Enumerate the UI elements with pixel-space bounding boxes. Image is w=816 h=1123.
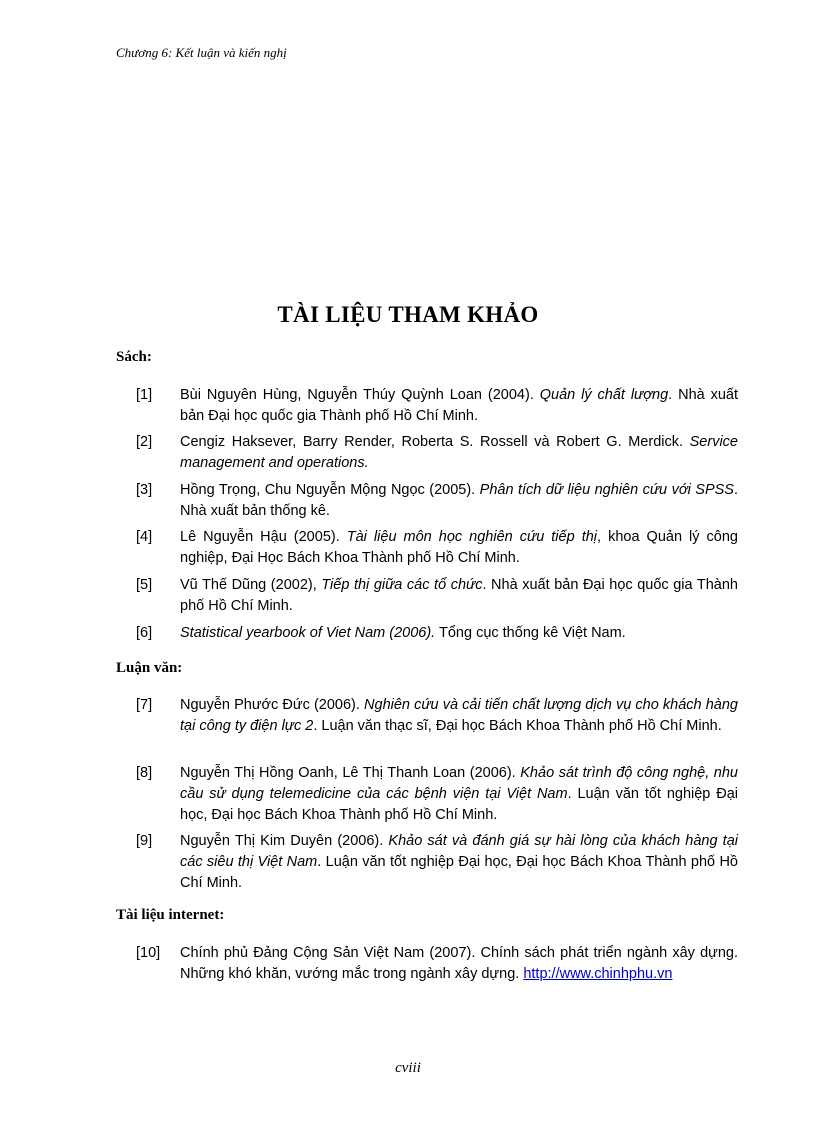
reference-number: [8]: [136, 765, 153, 781]
section-heading-books: Sách:: [116, 349, 152, 365]
reference-number: [4]: [136, 529, 153, 545]
reference-item: [136, 831, 738, 894]
reference-number: [10]: [136, 945, 161, 961]
reference-text: Chính phủ Đảng Cộng Sản Việt Nam (2007). Chính sách phát triển ngành xây dựng. Những khó khăn, vướng mắc trong ngành xây dựng. http://www.chinhphu.vn: [180, 945, 738, 982]
reference-item: [136, 763, 738, 826]
reference-text: Hồng Trọng, Chu Nguyễn Mộng Ngọc (2005). Phân tích dữ liệu nghiên cứu với SPSS. Nhà xuất bản thống kê.: [180, 482, 738, 519]
reference-number: [9]: [136, 833, 153, 849]
reference-number: [6]: [136, 625, 153, 641]
reference-item: [136, 527, 738, 569]
reference-text: Vũ Thế Dũng (2002), Tiếp thị giữa các tổ chức. Nhà xuất bản Đại học quốc gia Thành phố Hồ Chí Minh.: [180, 577, 738, 614]
page-title: TÀI LIỆU THAM KHẢO: [277, 302, 539, 327]
reference-text: Cengiz Haksever, Barry Render, Roberta S. Rossell và Robert G. Merdick. Service management and operations.: [180, 434, 738, 471]
reference-item: [136, 385, 738, 427]
section-heading-internet: Tài liệu internet:: [116, 907, 225, 923]
reference-item: [136, 432, 738, 474]
reference-link[interactable]: http://www.chinhphu.vn: [523, 966, 673, 982]
reference-text: Nguyễn Thị Hồng Oanh, Lê Thị Thanh Loan (2006). Khảo sát trình độ công nghệ, nhu cầu sử dụng telemedicine của các bệnh viện tại Việt Nam. Luận văn tốt nghiệp Đại học, Đại học Bách Khoa Thành phố Hồ Chí Minh.: [180, 765, 738, 823]
reference-text: Nguyễn Thị Kim Duyên (2006). Khảo sát và đánh giá sự hài lòng của khách hàng tại các siêu thị Việt Nam. Luận văn tốt nghiệp Đại học, Đại học Bách Khoa Thành phố Hồ Chí Minh.: [180, 833, 738, 891]
reference-text: Nguyễn Phước Đức (2006). Nghiên cứu và cải tiến chất lượng dịch vụ cho khách hàng tại công ty điện lực 2. Luận văn thạc sĩ, Đại học Bách Khoa Thành phố Hồ Chí Minh.: [180, 697, 738, 734]
reference-number: [7]: [136, 697, 153, 713]
running-header: Chương 6: Kết luận và kiến nghị: [116, 45, 287, 60]
reference-number: [2]: [136, 434, 153, 450]
reference-item: [136, 575, 738, 617]
page-number: cviii: [395, 1060, 421, 1076]
reference-number: [3]: [136, 482, 153, 498]
reference-item: [136, 480, 738, 522]
reference-item: [136, 695, 738, 737]
reference-text: Statistical yearbook of Viet Nam (2006). Tổng cục thống kê Việt Nam.: [180, 625, 626, 641]
reference-number: [1]: [136, 387, 153, 403]
reference-text: Bùi Nguyên Hùng, Nguyễn Thúy Quỳnh Loan (2004). Quản lý chất lượng. Nhà xuất bản Đại học quốc gia Thành phố Hồ Chí Minh.: [180, 387, 739, 424]
section-heading-theses: Luận văn:: [116, 660, 183, 676]
reference-text: Lê Nguyễn Hậu (2005). Tài liệu môn học nghiên cứu tiếp thị, khoa Quản lý công nghiệp, Đại Học Bách Khoa Thành phố Hồ Chí Minh.: [180, 529, 738, 566]
reference-number: [5]: [136, 577, 153, 593]
reference-item: [136, 623, 738, 644]
reference-item: [136, 943, 738, 985]
